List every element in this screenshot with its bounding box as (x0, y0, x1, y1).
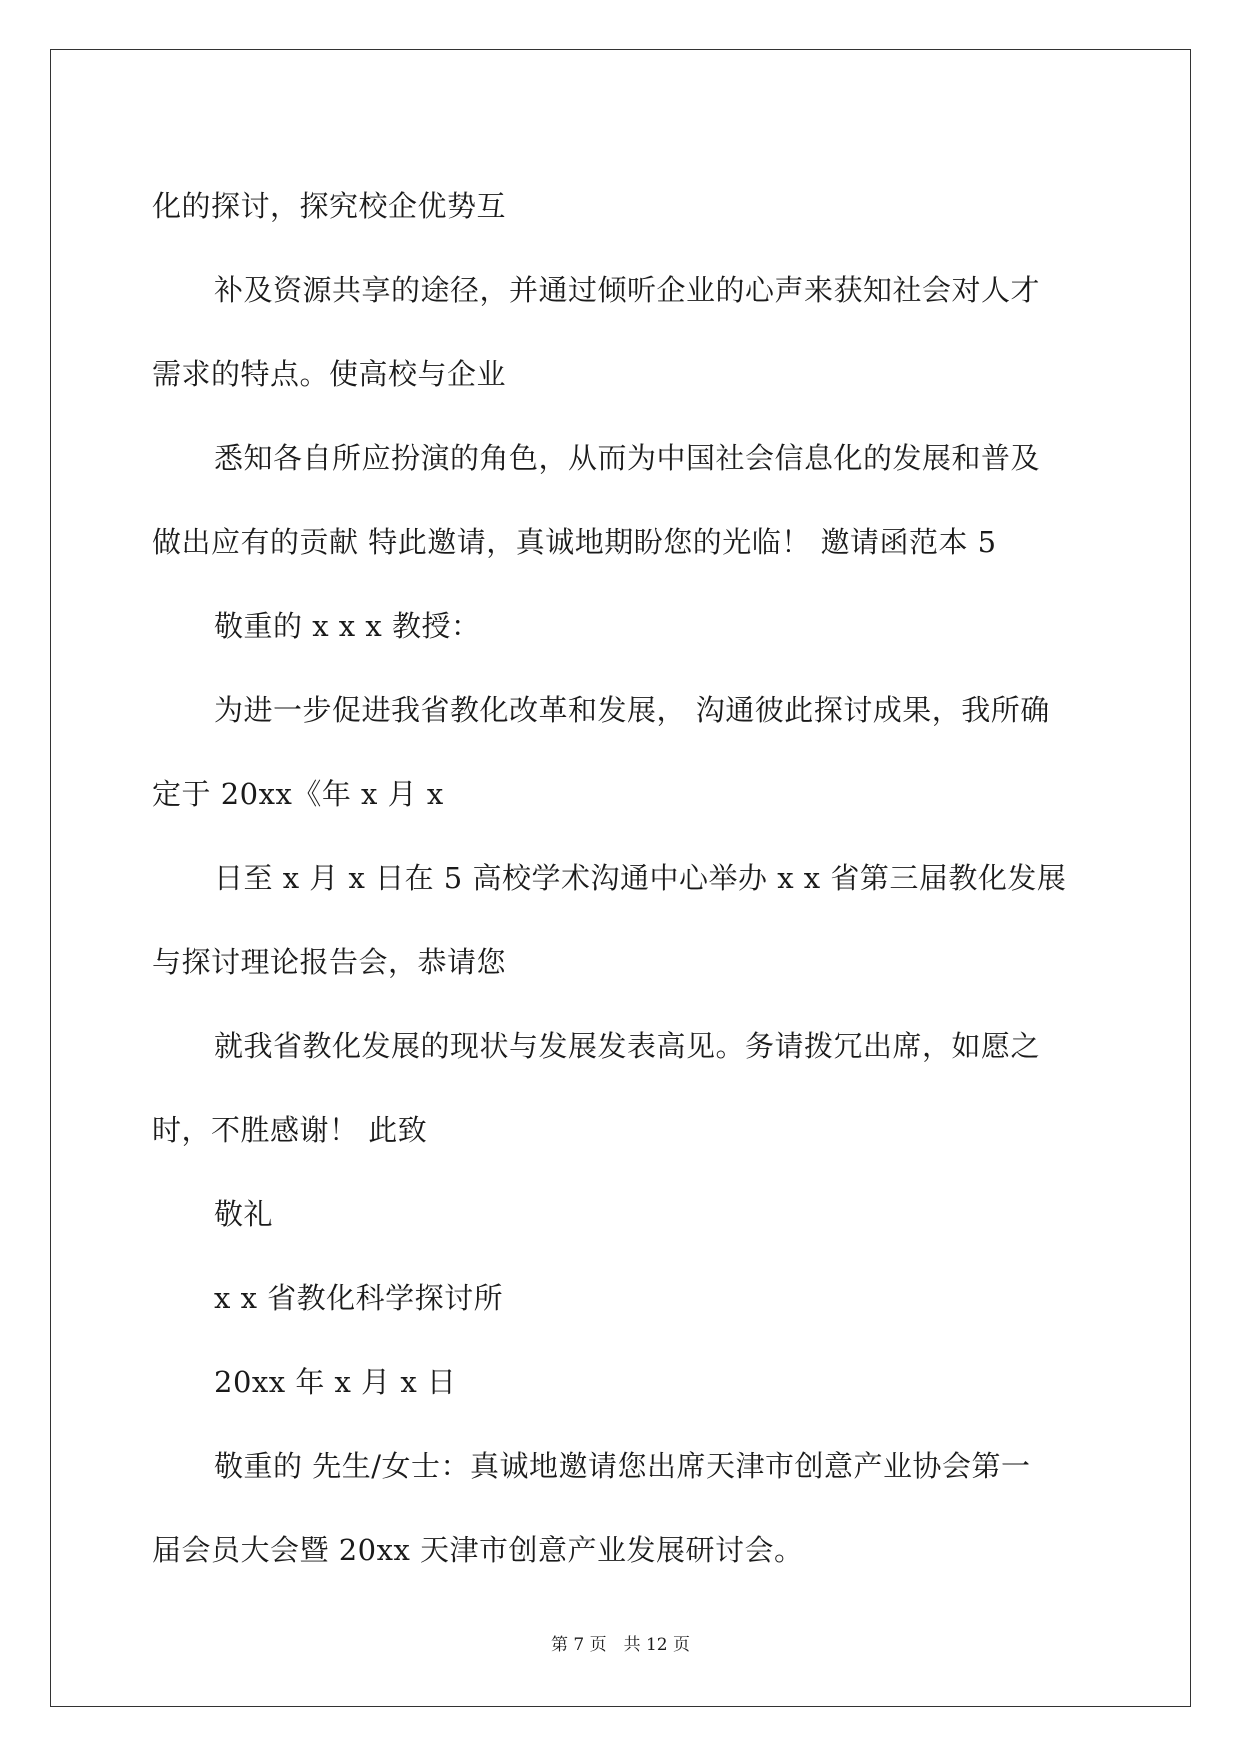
signature-date: 20xx 年 x 月 x 日 (214, 1365, 457, 1399)
text-line-2: 补及资源共享的途径，并通过倾听企业的心声来获知社会对人才 (214, 273, 1041, 307)
text-line-10: 与探讨理论报告会，恭请您 (152, 945, 507, 979)
salutation-line: 敬重的 x x x 教授： (214, 609, 481, 643)
text-line-12: 时，不胜感谢！ 此致 (152, 1113, 428, 1147)
document-body (152, 164, 1092, 1592)
closing-line: 敬礼 (214, 1197, 274, 1231)
text-line-11: 就我省教化发展的现状与发展发表高见。务请拨冗出席，如愿之 (214, 1029, 1041, 1063)
text-line-7: 为进一步促进我省教化改革和发展， 沟通彼此探讨成果，我所确 (214, 693, 1050, 727)
text-line-1: 化的探讨，探究校企优势互 (152, 189, 507, 223)
text-line-17: 届会员大会暨 20xx 天津市创意产业发展研讨会。 (152, 1533, 804, 1567)
text-line-4: 悉知各自所应扮演的角色，从而为中国社会信息化的发展和普及 (214, 441, 1041, 475)
text-line-16: 敬重的 先生/女士：真诚地邀请您出席天津市创意产业协会第一 (214, 1449, 1031, 1483)
text-line-8: 定于 20xx《年 x 月 x (152, 777, 444, 811)
text-line-9: 日至 x 月 x 日在 5 高校学术沟通中心举办 x x 省第三届教化发展 (214, 861, 1067, 895)
text-line-3: 需求的特点。使高校与企业 (152, 357, 507, 391)
page-number-footer: 第 7 页 共 12 页 (550, 1635, 691, 1655)
text-line-5: 做出应有的贡献 特此邀请，真诚地期盼您的光临！ 邀请函范本 5 (152, 525, 997, 559)
signature-org: x x 省教化科学探讨所 (214, 1281, 504, 1315)
